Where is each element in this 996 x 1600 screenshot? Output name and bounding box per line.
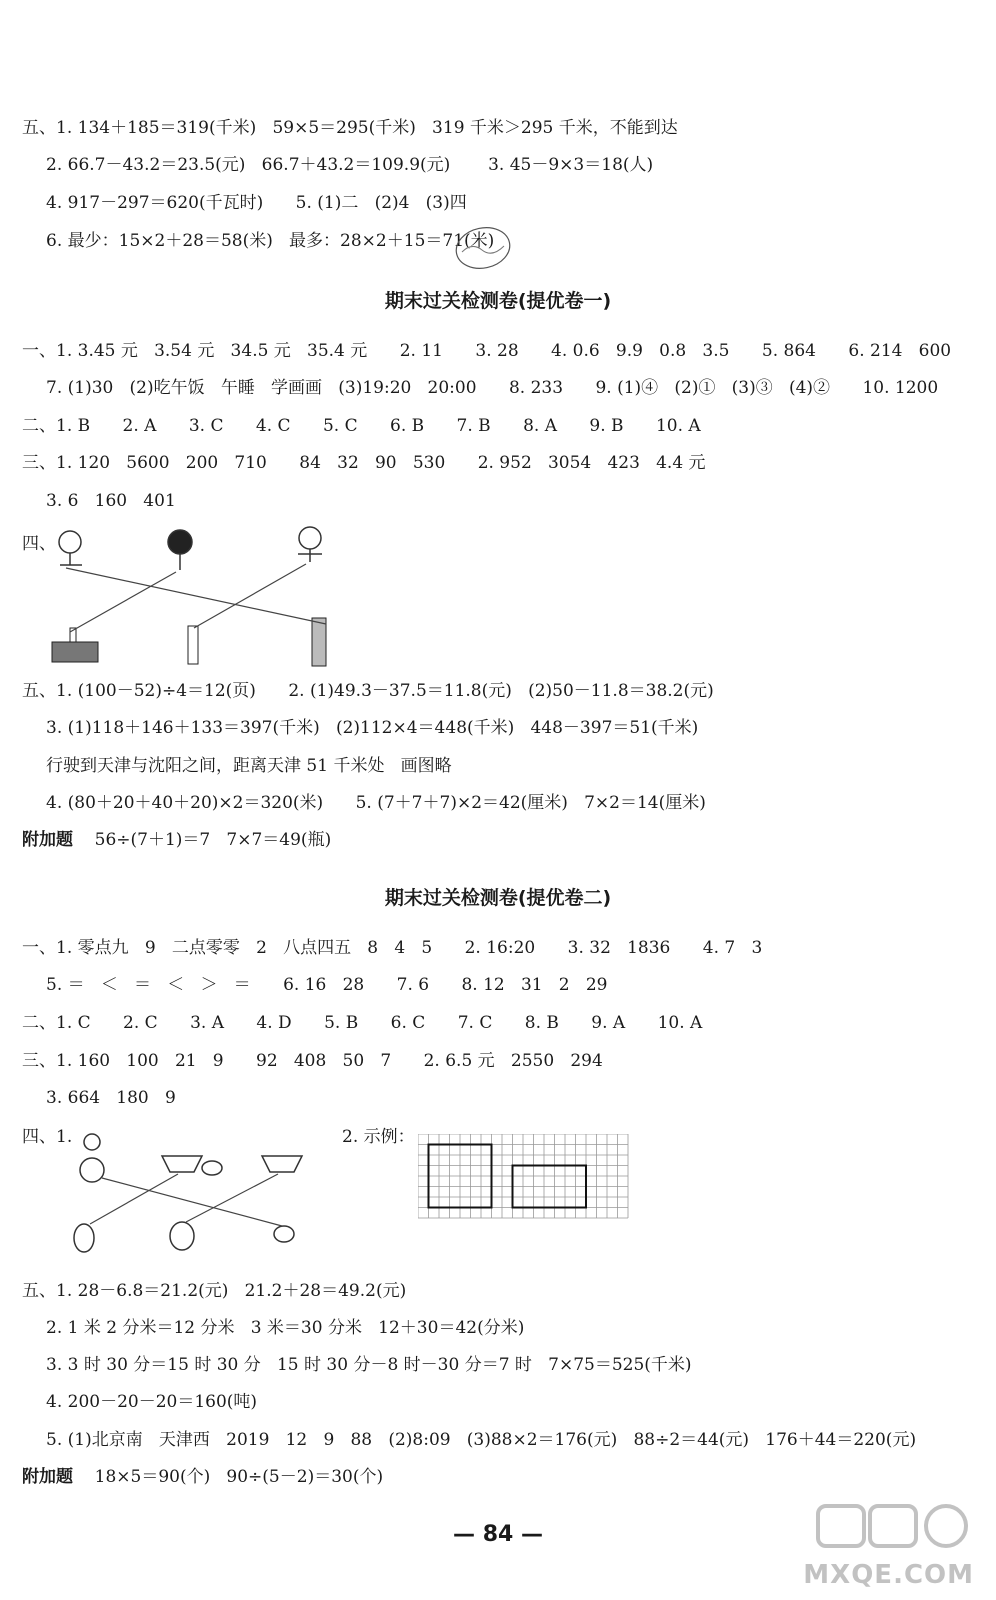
answer-line: 三、1. 120 5600 200 710 84 32 90 530 2. 952 3054 423 4.4 元 (22, 453, 706, 473)
example-label: 2. 示例： (342, 1127, 415, 1147)
answer-line: 五、1. (100－52)÷4＝12(页) 2. (1)49.3－37.5＝11.8(元) (2)50－11.8＝38.2(元) (22, 681, 714, 701)
extra-answer: 56÷(7＋1)＝7 7×7＝49(瓶) (94, 830, 332, 850)
answer-line: 2. 1 米 2 分米＝12 分米 3 米＝30 分米 12＋30＝42(分米) (46, 1318, 525, 1338)
extra-label: 附加题 (22, 1467, 73, 1487)
answer-line: 3. (1)118＋146＋133＝397(千米) (2)112×4＝448(千米) 448－397＝51(千米) (46, 718, 699, 738)
grid-drawing (418, 1134, 638, 1220)
answer-line: 三、1. 160 100 21 9 92 408 50 7 2. 6.5 元 2550 294 (22, 1051, 603, 1071)
watermark-text: MXQE.COM (803, 1560, 974, 1590)
pig-figure-icon (59, 531, 82, 565)
teapot-icon (202, 1161, 222, 1175)
scale-icon (52, 642, 98, 662)
girl-figure-icon (168, 530, 192, 570)
answer-line: 3. 3 时 30 分＝15 时 30 分 15 时 30 分－8 时－30 分＝7 时 7×75＝525(千米) (46, 1355, 692, 1375)
section-title: 期末过关检测卷(提优卷二) (384, 887, 612, 909)
answer-line: 五、1. 134＋185＝319(千米) 59×5＝295(千米) 319 千米＞295 千米，不能到达 (22, 118, 678, 138)
bowl-icon (162, 1156, 202, 1172)
extra-answer: 18×5＝90(个) 90÷(5－2)＝30(个) (94, 1467, 384, 1487)
extra-question-line (22, 1465, 996, 1489)
extra-question-line (22, 828, 996, 852)
rabbit-icon (74, 1224, 94, 1252)
answer-line: 二、1. C 2. C 3. A 4. D 5. B 6. C 7. C 8. B 9. A 10. A (22, 1013, 703, 1033)
answer-line: 4. (80＋20＋40＋20)×2＝320(米) 5. (7＋7＋7)×2＝42(厘米) 7×2＝14(厘米) (46, 793, 706, 813)
answer-line: 二、1. B 2. A 3. C 4. C 5. C 6. B 7. B 8. A 9. B 10. A (22, 416, 701, 436)
answer-line: 3. 6 160 401 (46, 491, 176, 511)
answer-line: 五、1. 28－6.8＝21.2(元) 21.2＋28＝49.2(元) (22, 1281, 407, 1301)
answer-line: 2. 66.7－43.2＝23.5(元) 66.7＋43.2＝109.9(元) 3. 45－9×3＝18(人) (46, 155, 654, 175)
small-animal-icon (274, 1226, 294, 1242)
answer-line: 行驶到天津与沈阳之间，距离天津 51 千米处 画图略 (46, 756, 452, 776)
stamp-scribble (452, 222, 514, 274)
question-label: 四、 (22, 534, 56, 554)
extra-label: 附加题 (22, 830, 73, 850)
bowl-icon-2 (262, 1156, 302, 1172)
tube-icon (188, 626, 198, 664)
page-number: — 84 — (453, 1522, 543, 1547)
dog-icon (170, 1222, 194, 1250)
answer-line: 7. (1)30 (2)吃午饭 午睡 学画画 (3)19:20 20:00 8. 233 9. (1)④ (2)① (3)③ (4)② 10. 1200 (46, 378, 939, 398)
answer-line: 5. (1)北京南 天津西 2019 12 9 88 (2)8:09 (3)88×2＝176(元) 88÷2＝44(元) 176＋44＝220(元) (46, 1430, 917, 1450)
answer-line: 一、1. 3.45 元 3.54 元 34.5 元 35.4 元 2. 11 3. 28 4. 0.6 9.9 0.8 3.5 5. 864 6. 214 600 (22, 341, 952, 361)
answer-line: 4. 917－297＝620(千瓦时) 5. (1)二 (2)4 (3)四 (46, 193, 467, 213)
answer-line: 3. 664 180 9 (46, 1088, 176, 1108)
matching-figure-1 (40, 520, 360, 670)
question-label: 四、1. (22, 1127, 73, 1147)
answer-line: 5. ＝ ＜ ＝ ＜ ＞ ＝ 6. 16 28 7. 6 8. 12 31 2 29 (46, 975, 608, 995)
answer-line: 6. 最少：15×2＋28＝58(米) 最多：28×2＋15＝71(米) (46, 231, 495, 251)
clock-icon (80, 1134, 104, 1182)
ruler-icon (312, 618, 326, 666)
section-title: 期末过关检测卷(提优卷一) (384, 290, 612, 312)
matching-figure-2 (62, 1128, 322, 1268)
boy-figure-icon (298, 527, 322, 562)
answer-line: 4. 200－20－20＝160(吨) (46, 1392, 258, 1412)
answer-line: 一、1. 零点九 9 二点零零 2 八点四五 8 4 5 2. 16:20 3. 32 1836 4. 7 3 (22, 938, 763, 958)
